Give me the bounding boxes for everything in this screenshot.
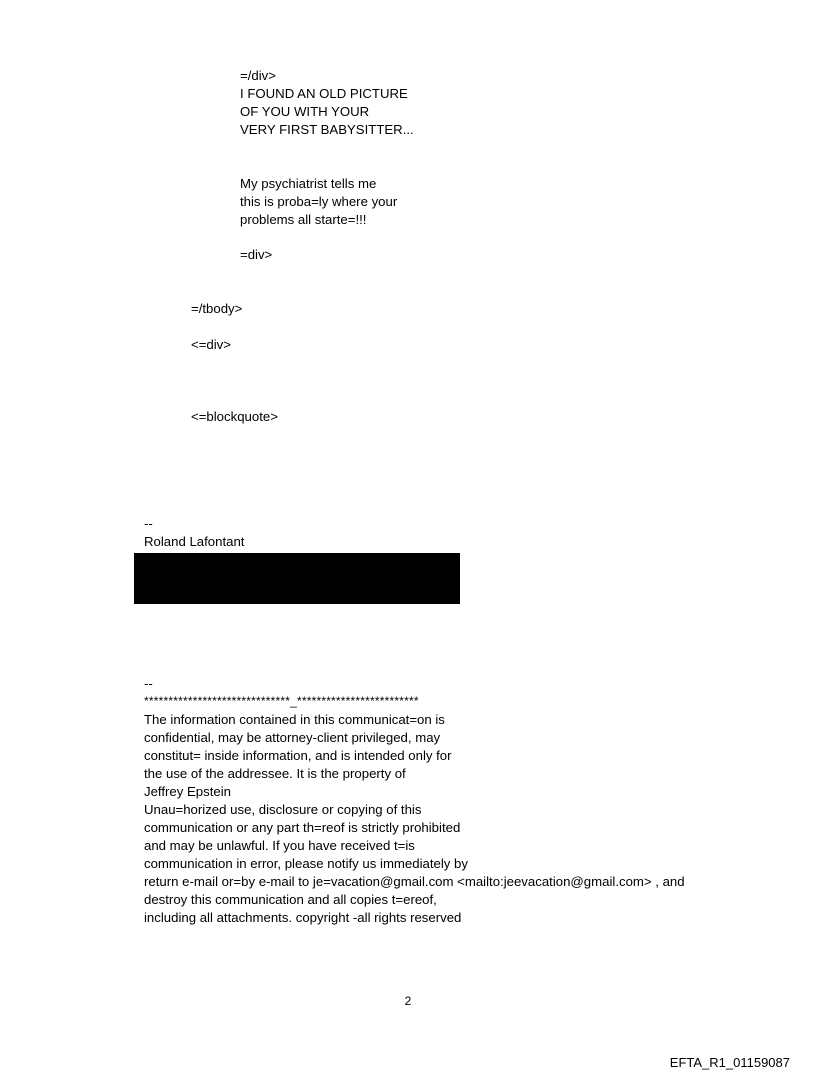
quoted-block-1 bbox=[240, 67, 414, 139]
disclaimer-text bbox=[144, 711, 685, 927]
disclaimer-line: confidential, may be attorney-client privileged, may bbox=[144, 730, 441, 745]
disclaimer-line: including all attachments. copyright -all rights reserved bbox=[144, 910, 462, 925]
disclaimer-line: communication in error, please notify us immediately by bbox=[144, 856, 468, 871]
disclaimer-stars: ******************************_************************* bbox=[144, 694, 419, 708]
disclaimer-line: The information contained in this communicat=on is bbox=[144, 712, 445, 727]
disclaimer-separator: -- bbox=[144, 676, 153, 691]
page-number: 2 bbox=[404, 994, 412, 1008]
quoted-line: problems all starte=!!! bbox=[240, 212, 367, 227]
tbody-close-tag: =/tbody> bbox=[191, 301, 243, 316]
disclaimer-line: return e-mail or=by e-mail to je=vacation@gmail.com <mailto:jeevacation@gmail.com> , and bbox=[144, 874, 685, 889]
div-tag: <=div> bbox=[191, 337, 231, 352]
redaction-box bbox=[134, 553, 460, 604]
document-id: EFTA_R1_01159087 bbox=[669, 1055, 790, 1070]
quoted-block-2 bbox=[240, 175, 397, 229]
disclaimer-line: Jeffrey Epstein bbox=[144, 784, 231, 799]
div-open-tag: =div> bbox=[240, 247, 273, 262]
disclaimer-line: communication or any part th=reof is strictly prohibited bbox=[144, 820, 461, 835]
disclaimer-line: destroy this communication and all copies t=ereof, bbox=[144, 892, 437, 907]
disclaimer-line: constitut= inside information, and is intended only for bbox=[144, 748, 452, 763]
quoted-line: My psychiatrist tells me bbox=[240, 176, 377, 191]
disclaimer-line: Unau=horized use, disclosure or copying of this bbox=[144, 802, 422, 817]
quoted-line: OF YOU WITH YOUR bbox=[240, 104, 370, 119]
quoted-line: I FOUND AN OLD PICTURE bbox=[240, 86, 408, 101]
quoted-line: VERY FIRST BABYSITTER... bbox=[240, 122, 414, 137]
disclaimer-line: the use of the addressee. It is the property of bbox=[144, 766, 406, 781]
quoted-line: =/div> bbox=[240, 68, 276, 83]
disclaimer-line: and may be unlawful. If you have received t=is bbox=[144, 838, 415, 853]
blockquote-tag: <=blockquote> bbox=[191, 409, 278, 424]
quoted-line: this is proba=ly where your bbox=[240, 194, 398, 209]
signature-name: Roland Lafontant bbox=[144, 534, 245, 549]
signature-separator: -- bbox=[144, 516, 153, 531]
